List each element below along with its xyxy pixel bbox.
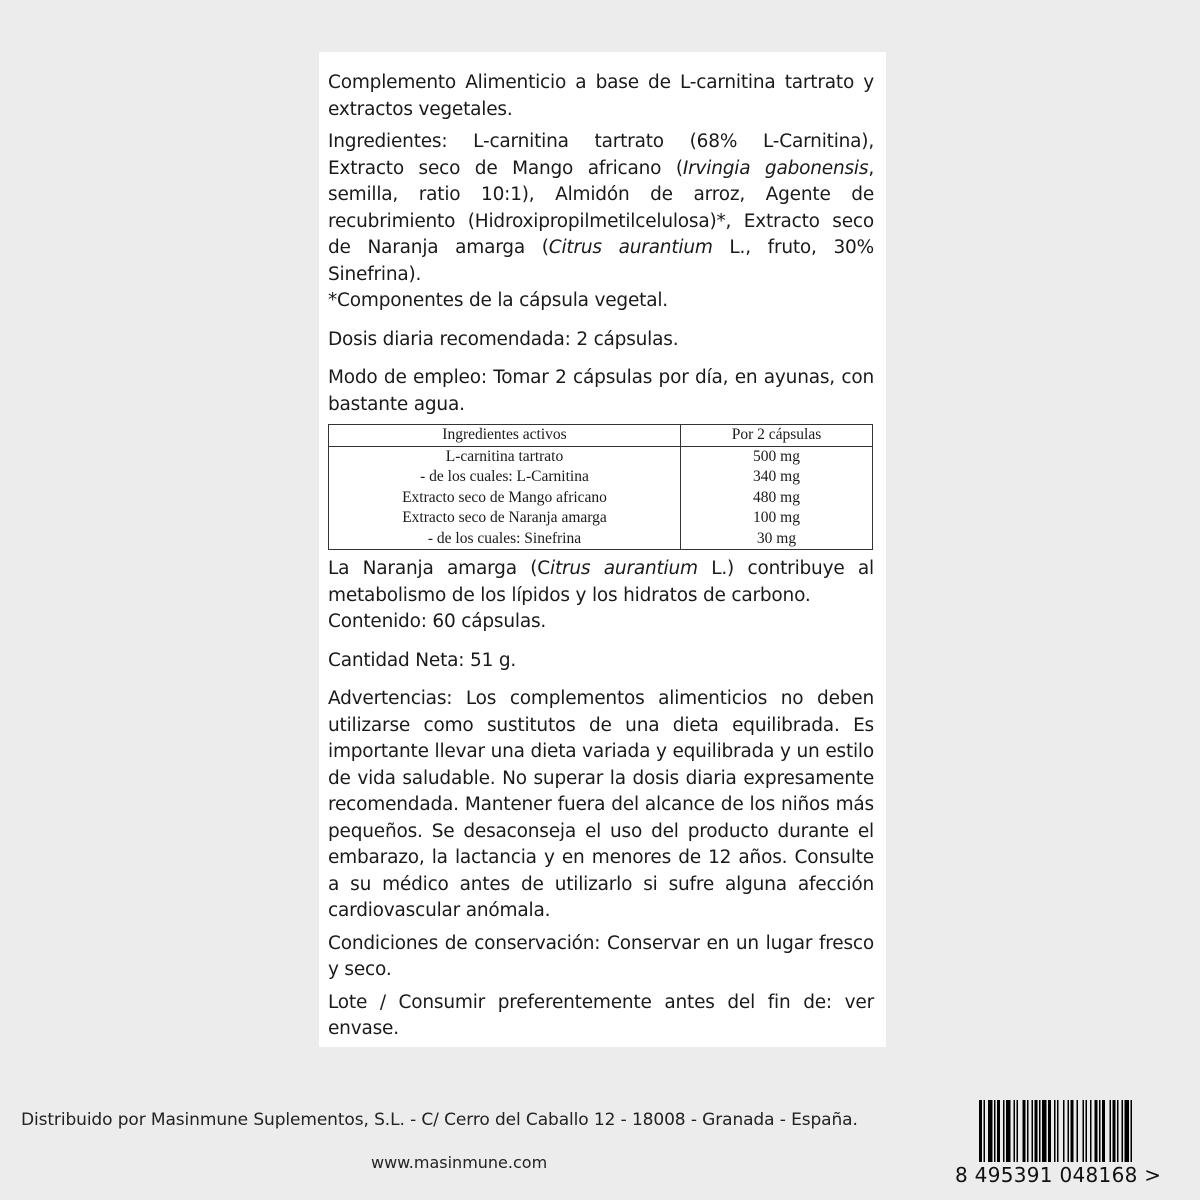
barcode-bar bbox=[1039, 1100, 1041, 1162]
ingredient-name: - de los cuales: Sinefrina bbox=[329, 529, 681, 550]
lot-expiry: Lote / Consumir preferentemente antes del fin de: ver envase. bbox=[328, 991, 874, 1039]
ingredient-name: L-carnitina tartrato bbox=[329, 446, 681, 467]
product-label bbox=[319, 52, 886, 1047]
ingredient-amount: 480 mg bbox=[681, 488, 873, 509]
barcode-bar bbox=[1117, 1100, 1119, 1162]
barcode-bar bbox=[988, 1100, 993, 1162]
barcode-bar bbox=[984, 1100, 986, 1162]
barcode-bar bbox=[1042, 1100, 1047, 1162]
ingredients-text bbox=[328, 129, 874, 288]
health-claim bbox=[328, 556, 874, 609]
barcode-bar bbox=[1014, 1100, 1016, 1162]
barcode-bar bbox=[1071, 1100, 1074, 1162]
table-row bbox=[329, 508, 873, 529]
barcode-digits: 8 495391 048168 > bbox=[955, 1163, 1162, 1187]
ingredients-part3: L., fruto, 30% Sinefrina). bbox=[328, 237, 874, 285]
barcode-bar bbox=[1099, 1100, 1101, 1162]
table-header-ingredients: Ingredientes activos bbox=[329, 425, 681, 447]
distributor-info: Distribuido por Masinmune Suplementos, S.L. - C/ Cerro del Caballo 12 - 18008 - Granada - España. bbox=[21, 1110, 858, 1130]
capsule-note: *Componentes de la cápsula vegetal. bbox=[328, 290, 668, 311]
barcode-bar bbox=[1110, 1100, 1112, 1162]
barcode-bar bbox=[1057, 1100, 1059, 1162]
ingredient-name: - de los cuales: L-Carnitina bbox=[329, 467, 681, 488]
claim-part2: L.) contribuye al metabolismo de los lípidos y los hidratos de carbono. bbox=[328, 558, 874, 606]
barcode-bar bbox=[1102, 1100, 1105, 1162]
barcode-bar bbox=[1032, 1100, 1034, 1162]
table-row bbox=[329, 446, 873, 467]
barcode-bar bbox=[1006, 1100, 1011, 1162]
barcode-bar bbox=[1090, 1100, 1092, 1162]
net-quantity: Cantidad Neta: 51 g. bbox=[328, 649, 517, 671]
ingredients-part2: , semilla, ratio 10:1), Almidón de arroz, Agente de recubrimiento (Hidroxipropilmetilcelulosa)*, Extracto seco de Naranja amarga ( bbox=[328, 157, 874, 258]
claim-latin-name: itrus aurantium bbox=[550, 558, 698, 579]
barcode-bar bbox=[1054, 1100, 1056, 1162]
active-ingredients-table bbox=[328, 424, 873, 550]
ingredient-name: Extracto seco de Naranja amarga bbox=[329, 508, 681, 529]
content-count: Contenido: 60 cápsulas. bbox=[328, 611, 547, 632]
barcode-bar bbox=[1035, 1100, 1038, 1162]
ingredient-amount: 100 mg bbox=[681, 508, 873, 529]
barcode-bar bbox=[997, 1100, 1000, 1162]
barcode-bar bbox=[979, 1100, 982, 1162]
usage-instructions: Modo de empleo: Tomar 2 cápsulas por día, en ayunas, con bastante agua. bbox=[328, 367, 874, 415]
barcode-bar bbox=[1122, 1100, 1124, 1162]
ingredient-amount: 30 mg bbox=[681, 529, 873, 550]
daily-dose: Dosis diaria recomendada: 2 cápsulas. bbox=[328, 328, 679, 350]
barcode-bar bbox=[1086, 1100, 1088, 1162]
barcode-bar bbox=[1017, 1100, 1019, 1162]
barcode-bar bbox=[1131, 1100, 1133, 1162]
table-header-row bbox=[329, 425, 873, 447]
barcode-bar bbox=[1077, 1100, 1079, 1162]
barcode-bar bbox=[1095, 1100, 1098, 1162]
barcode-bar bbox=[1125, 1100, 1130, 1162]
barcode-bar bbox=[1083, 1100, 1085, 1162]
table-row bbox=[329, 467, 873, 488]
table-row bbox=[329, 529, 873, 550]
ingredients-latin-name-2: Citrus aurantium bbox=[548, 237, 713, 258]
warnings-text: Advertencias: Los complementos alimenticios no deben utilizarse como sustitutos de una dieta equilibrada. Es importante llevar una dieta variada y equilibrada y un estilo de vida saludable. No superar la dosis diaria expresamente recomendada. Mantener fuera del alcance de los niños más pequeños. Se desaconseja el uso del producto durante el embarazo, la lactancia y en menores de 12 años. Consulte a su médico antes de utilizarlo si sufre alguna afección cardiovascular anómala. bbox=[328, 688, 874, 921]
barcode-bar bbox=[1003, 1100, 1005, 1162]
ingredients-part1: Ingredientes: L-carnitina tartrato (68% L-Carnitina), Extracto seco de Mango africano ( bbox=[328, 131, 874, 179]
website-text: www.masinmune.com bbox=[371, 1153, 548, 1172]
table-row bbox=[329, 488, 873, 509]
claim-part1: La Naranja amarga (C bbox=[328, 558, 550, 579]
barcode-bar bbox=[1048, 1100, 1051, 1162]
barcode-bar bbox=[994, 1100, 996, 1162]
ingredients-latin-name-1: Irvingia gabonensis bbox=[682, 157, 869, 179]
barcode-bar bbox=[1068, 1100, 1070, 1162]
intro-text: Complemento Alimenticio a base de L-carnitina tartrato y extractos vegetales. bbox=[328, 72, 874, 120]
storage-conditions: Condiciones de conservación: Conservar en un lugar fresco y seco. bbox=[328, 932, 874, 980]
ingredient-amount: 340 mg bbox=[681, 467, 873, 488]
barcode-bar bbox=[1023, 1100, 1026, 1162]
barcode-bar bbox=[1113, 1100, 1116, 1162]
ingredient-name: Extracto seco de Mango africano bbox=[329, 488, 681, 509]
ingredient-amount: 500 mg bbox=[681, 446, 873, 467]
table-header-dose: Por 2 cápsulas bbox=[681, 425, 873, 447]
barcode-bar bbox=[1063, 1100, 1065, 1162]
barcode-bar bbox=[1027, 1100, 1029, 1162]
